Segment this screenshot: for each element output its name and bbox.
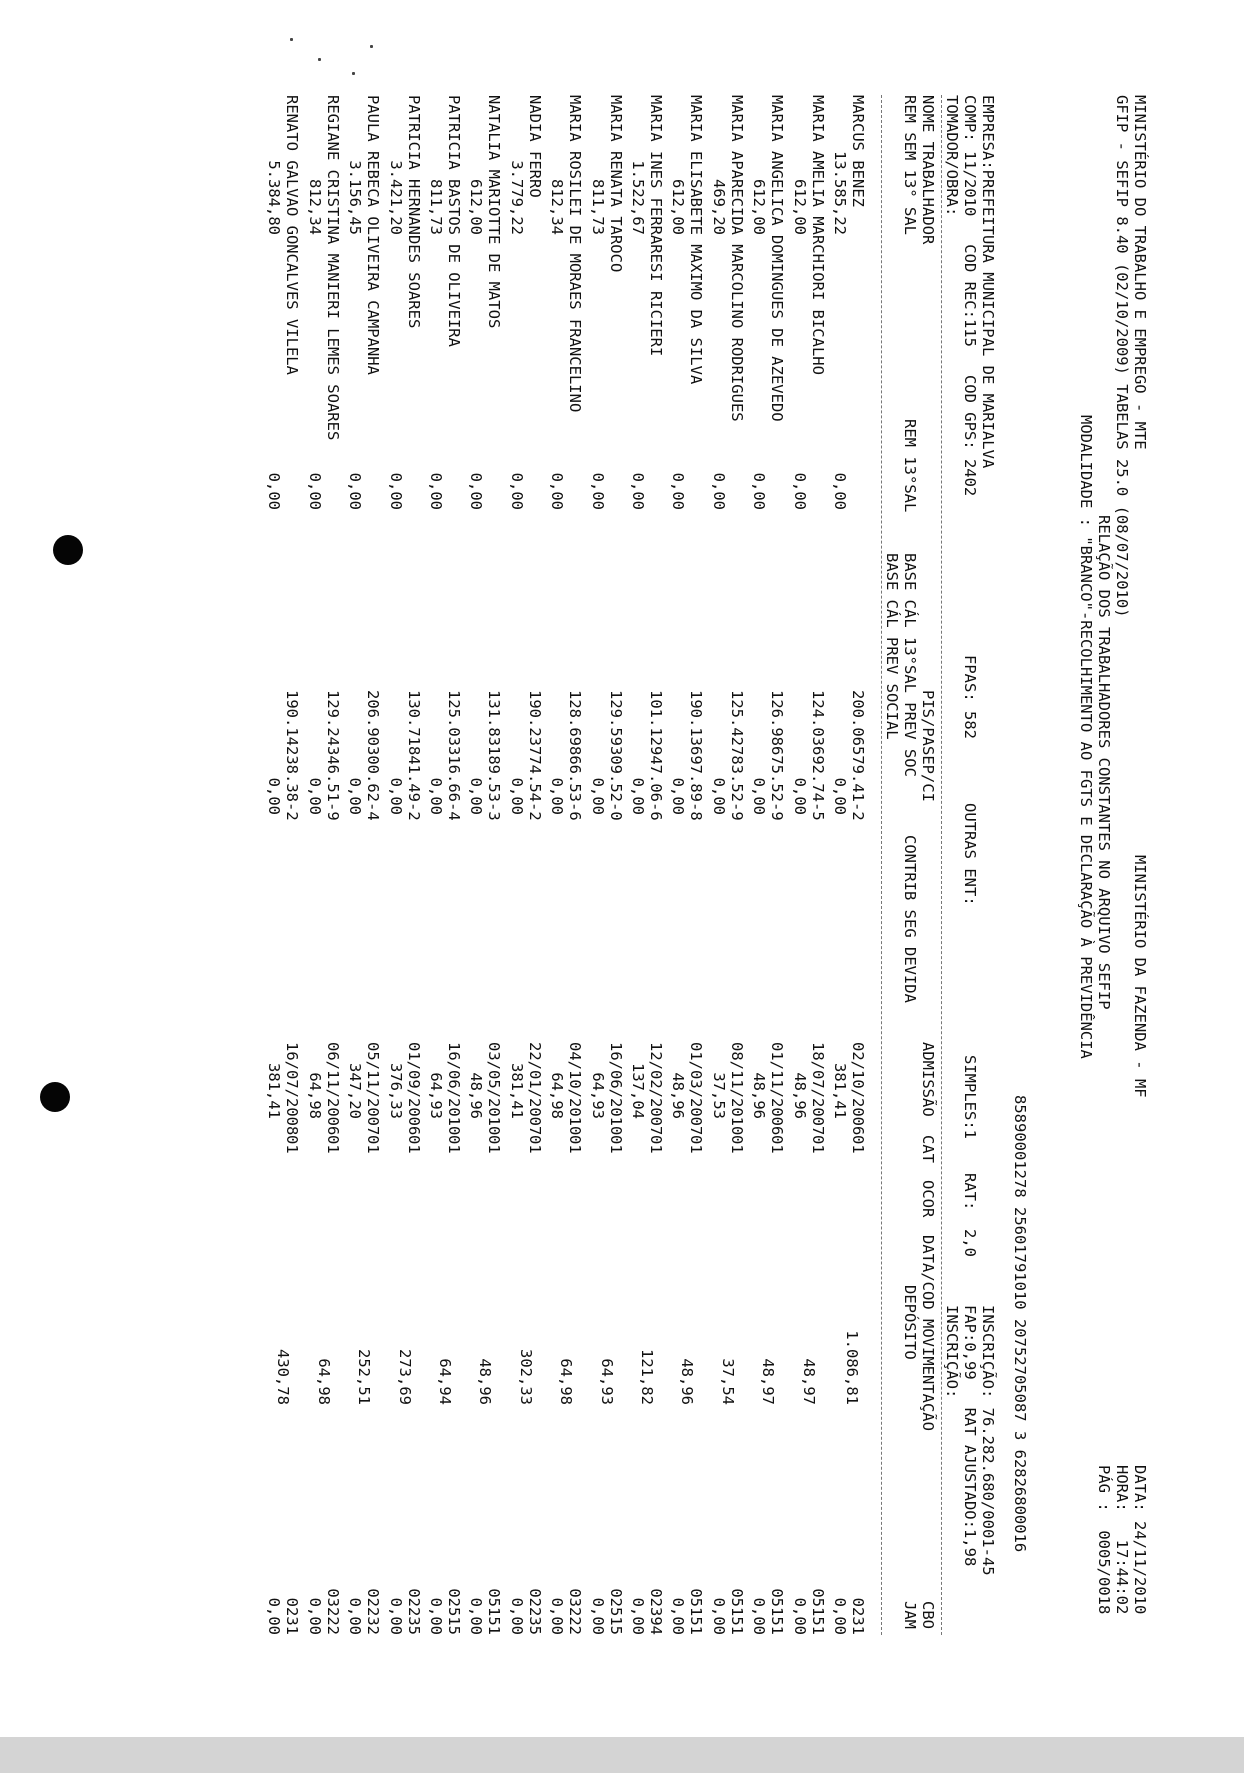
worker-rem13: 0,00	[265, 472, 284, 510]
worker-pis: 125.42783.52-9	[727, 690, 746, 821]
col-pis: PIS/PASEP/CI	[919, 690, 937, 802]
ministry-left: MINISTÉRIO DO TRABALHO E EMPREGO - MTE	[1131, 95, 1149, 450]
worker-contrib: 347,20	[346, 1063, 365, 1119]
worker-contrib: 381,41	[507, 1063, 526, 1119]
worker-deposito: 64,94	[436, 1358, 454, 1405]
worker-rem: 811,73	[427, 179, 445, 235]
worker-pis: 131.83189.53-3	[485, 690, 504, 821]
worker-admissao: 05/11/2007	[364, 1042, 383, 1136]
worker-rem13: 0,00	[588, 472, 607, 510]
worker-base13: 0,00	[346, 777, 365, 815]
worker-jam: 0,00	[750, 1597, 769, 1635]
worker-name: MARIA AMELIA MARCHIORI BICALHO	[808, 95, 827, 375]
worker-rem: 811,73	[588, 179, 607, 235]
worker-contrib: 381,41	[265, 1063, 284, 1119]
rat: RAT: 2,0	[961, 1173, 979, 1257]
worker-cbo: 05151	[768, 1588, 787, 1635]
worker-base13: 0,00	[588, 777, 607, 815]
worker-jam: 0,00	[427, 1597, 445, 1635]
worker-rem13: 0,00	[467, 472, 486, 510]
worker-admissao: 18/07/2007	[808, 1042, 827, 1136]
worker-cbo: 02515	[606, 1588, 625, 1635]
worker-contrib: 48,96	[750, 1072, 769, 1119]
worker-admissao: 16/06/2010	[606, 1042, 625, 1136]
worker-name: NADIA FERRO	[525, 95, 544, 198]
worker-name: PATRICIA HERNANDES SOARES	[404, 95, 423, 329]
worker-cbo: 05151	[485, 1588, 504, 1635]
worker-deposito: 64,93	[597, 1358, 616, 1405]
worker-pis: 190.13697.89-8	[687, 690, 706, 821]
worker-base13: 0,00	[548, 777, 567, 815]
worker-deposito: 64,98	[314, 1358, 333, 1405]
worker-cat: 01	[808, 1135, 827, 1154]
worker-deposito: 252,51	[355, 1349, 374, 1405]
worker-base13: 0,00	[831, 777, 849, 815]
worker-cat: 01	[727, 1135, 746, 1154]
worker-contrib: 64,93	[588, 1072, 607, 1119]
worker-jam: 0,00	[588, 1597, 607, 1635]
worker-admissao: 12/02/2007	[647, 1042, 665, 1136]
worker-deposito: 430,78	[274, 1349, 293, 1405]
worker-admissao: 01/11/2006	[768, 1042, 787, 1136]
worker-base13: 0,00	[750, 777, 769, 815]
worker-name: PATRICIA BASTOS DE OLIVEIRA	[445, 95, 463, 347]
worker-pis: 124.03692.74-5	[808, 690, 827, 821]
worker-rem13: 0,00	[709, 472, 728, 510]
worker-pis: 129.59309.52-0	[606, 690, 625, 821]
worker-cbo: 05151	[808, 1588, 827, 1635]
scan-background-strip	[0, 1737, 1244, 1773]
worker-cat: 01	[525, 1135, 544, 1154]
worker-jam: 0,00	[548, 1597, 567, 1635]
worker-rem13: 0,00	[427, 472, 445, 510]
col-deposito: DEPÓSITO	[901, 1285, 919, 1360]
worker-jam: 0,00	[467, 1597, 486, 1635]
worker-contrib: 64,98	[305, 1072, 324, 1119]
worker-pis: 190.14238.38-2	[283, 690, 302, 821]
worker-deposito: 121,82	[638, 1349, 656, 1405]
worker-admissao: 04/10/2010	[566, 1042, 585, 1136]
col-ocor: OCOR	[919, 1180, 937, 1218]
report-date: DATA: 24/11/2010	[1131, 1465, 1149, 1615]
worker-pis: 128.69866.53-6	[566, 690, 585, 821]
worker-rem13: 0,00	[629, 472, 647, 510]
worker-jam: 0,00	[346, 1597, 365, 1635]
modality: MODALIDADE : "BRANCO"-RECOLHIMENTO AO FGTS E DECLARAÇÃO À PREVIDÊNCIA	[1077, 415, 1095, 1059]
worker-admissao: 06/11/2006	[323, 1042, 342, 1136]
worker-name: MARIA ROSILEI DE MORAES FRANCELINO	[566, 95, 585, 413]
worker-base13: 0,00	[427, 777, 445, 815]
worker-deposito: 1.086,81	[843, 1330, 861, 1405]
worker-jam: 0,00	[709, 1597, 728, 1635]
worker-cat: 01	[364, 1135, 383, 1154]
worker-contrib: 376,33	[386, 1063, 405, 1119]
worker-cat: 01	[404, 1135, 423, 1154]
scan-speck	[370, 45, 373, 48]
company-inscricao: INSCRIÇÃO: 76.282.680/0001-45	[979, 1305, 997, 1576]
worker-base13: 0,00	[669, 777, 688, 815]
worker-name: MARIA ANGELICA DOMINGUES DE AZEVEDO	[768, 95, 787, 422]
col-jam: JAM	[901, 1601, 919, 1629]
worker-admissao: 01/09/2006	[404, 1042, 423, 1136]
worker-rem: 3.421,20	[386, 160, 405, 235]
fap-rat-ajustado: FAP:0,99 RAT AJUSTADO:1,98	[961, 1305, 979, 1567]
worker-cbo: 02235	[525, 1588, 544, 1635]
col-base-prev: BASE CÁL PREV SOCIAL	[883, 553, 901, 740]
worker-cbo: 0231	[283, 1597, 302, 1635]
col-contrib: CONTRIB SEG DEVIDA	[901, 835, 919, 1003]
worker-contrib: 64,98	[548, 1072, 567, 1119]
tomador-inscricao: INSCRIÇÃO:	[943, 1305, 961, 1399]
col-rem: REM SEM 13° SAL	[901, 95, 919, 235]
tomador-obra: TOMADOR/OBRA:	[943, 95, 961, 217]
worker-name: MARCUS BENEZ	[849, 95, 867, 207]
worker-pis: 125.03316.66-4	[445, 690, 463, 821]
worker-rem13: 0,00	[305, 472, 324, 510]
worker-base13: 0,00	[629, 777, 647, 815]
worker-name: MARIA APARECIDA MARCOLINO RODRIGUES	[727, 95, 746, 422]
worker-cbo: 02235	[404, 1588, 423, 1635]
worker-pis: 206.90300.62-4	[364, 690, 383, 821]
worker-rem: 5.384,80	[265, 160, 284, 235]
outras-entidades: OUTRAS ENT:	[961, 803, 979, 906]
worker-name: PAULA REBECA OLIVEIRA CAMPANHA	[364, 95, 383, 375]
worker-jam: 0,00	[790, 1597, 809, 1635]
worker-admissao: 08/11/2010	[727, 1042, 746, 1136]
worker-cat: 01	[768, 1135, 787, 1154]
worker-rem13: 0,00	[346, 472, 365, 510]
report-time: HORA: 17:44:02	[1113, 1465, 1131, 1615]
worker-rem13: 0,00	[750, 472, 769, 510]
worker-cat: 01	[606, 1135, 625, 1154]
worker-cat: 01	[485, 1135, 504, 1154]
worker-deposito: 48,96	[476, 1358, 495, 1405]
worker-jam: 0,00	[669, 1597, 688, 1635]
worker-cbo: 02394	[647, 1588, 665, 1635]
worker-rem13: 0,00	[669, 472, 688, 510]
worker-name: MARIA RENATA TAROCO	[606, 95, 625, 273]
worker-rem: 812,34	[305, 179, 324, 235]
page-number: PÁG : 0005/0018	[1095, 1465, 1113, 1615]
worker-rem13: 0,00	[386, 472, 405, 510]
worker-pis: 200.06579.41-2	[849, 690, 867, 821]
worker-jam: 0,00	[629, 1597, 647, 1635]
worker-base13: 0,00	[305, 777, 324, 815]
worker-name: RENATO GALVAO GONCALVES VILELA	[283, 95, 302, 375]
scan-speck	[318, 58, 321, 61]
worker-name: MARIA ELISABETE MAXIMO DA SILVA	[687, 95, 706, 385]
sefip-report-sheet	[190, 95, 1150, 1635]
worker-cbo: 02515	[445, 1588, 463, 1635]
fpas: FPAS: 582	[961, 655, 979, 739]
worker-jam: 0,00	[386, 1597, 405, 1635]
worker-rem: 612,00	[669, 179, 688, 235]
worker-admissao: 01/03/2007	[687, 1042, 706, 1136]
col-admissao: ADMISSÃO	[919, 1042, 937, 1117]
worker-deposito: 64,98	[557, 1358, 576, 1405]
worker-pis: 129.24346.51-9	[323, 690, 342, 821]
worker-contrib: 48,96	[467, 1072, 486, 1119]
worker-cat: 01	[647, 1135, 665, 1154]
worker-admissao: 16/07/2008	[283, 1042, 302, 1136]
worker-admissao: 22/01/2007	[525, 1042, 544, 1136]
col-cat: CAT	[919, 1135, 937, 1163]
worker-cbo: 03222	[323, 1588, 342, 1635]
worker-deposito: 37,54	[718, 1358, 737, 1405]
worker-cbo: 05151	[687, 1588, 706, 1635]
worker-jam: 0,00	[507, 1597, 526, 1635]
worker-contrib: 64,93	[427, 1072, 445, 1119]
worker-rem: 3.779,22	[507, 160, 526, 235]
col-nome: NOME TRABALHADOR	[919, 95, 937, 245]
worker-rem13: 0,00	[831, 472, 849, 510]
barcode-number: 85890001278 25601791010 20752705087 3 62826800016	[1011, 1095, 1029, 1553]
col-base13: BASE CÁL 13°SAL PREV SOC	[901, 553, 919, 777]
worker-contrib: 381,41	[831, 1063, 849, 1119]
worker-cbo: 02232	[364, 1588, 383, 1635]
worker-name: MARIA INES FERRARESI RICIERI	[647, 95, 665, 357]
worker-base13: 0,00	[790, 777, 809, 815]
worker-contrib: 137,04	[629, 1063, 647, 1119]
worker-deposito: 302,33	[516, 1349, 535, 1405]
worker-pis: 126.98675.52-9	[768, 690, 787, 821]
worker-rem: 469,20	[709, 179, 728, 235]
worker-deposito: 48,96	[678, 1358, 697, 1405]
worker-rem: 612,00	[750, 179, 769, 235]
worker-cat: 01	[323, 1135, 342, 1154]
worker-base13: 0,00	[265, 777, 284, 815]
worker-admissao: 02/10/2006	[849, 1042, 867, 1136]
punch-hole	[53, 535, 83, 565]
system-version: GFIP - SEFIP 8.40 (02/10/2009) TABELAS 25.0 (08/07/2010)	[1113, 95, 1131, 618]
simples: SIMPLES:1	[961, 1055, 979, 1139]
separator	[881, 95, 882, 1635]
worker-name: REGIANE CRISTINA MANIERI LEMES SOARES	[323, 95, 342, 441]
worker-name: NATALIA MARIOTTE DE MATOS	[485, 95, 504, 329]
worker-deposito: 273,69	[395, 1349, 414, 1405]
worker-jam: 0,00	[305, 1597, 324, 1635]
col-rem13: REM 13°SAL	[901, 419, 919, 513]
worker-rem13: 0,00	[507, 472, 526, 510]
worker-rem13: 0,00	[548, 472, 567, 510]
worker-rem13: 0,00	[790, 472, 809, 510]
worker-cat: 01	[445, 1135, 463, 1154]
worker-rem: 812,34	[548, 179, 567, 235]
worker-admissao: 16/06/2010	[445, 1042, 463, 1136]
worker-cbo: 0231	[849, 1597, 867, 1635]
col-cbo: CBO	[919, 1601, 937, 1629]
punch-hole	[40, 1082, 70, 1112]
worker-contrib: 48,96	[790, 1072, 809, 1119]
worker-rem: 1.522,67	[629, 160, 647, 235]
worker-cat: 01	[283, 1135, 302, 1154]
worker-cat: 01	[687, 1135, 706, 1154]
worker-base13: 0,00	[709, 777, 728, 815]
worker-jam: 0,00	[265, 1597, 284, 1635]
worker-jam: 0,00	[831, 1597, 849, 1635]
worker-base13: 0,00	[386, 777, 405, 815]
worker-contrib: 37,53	[709, 1072, 728, 1119]
worker-cbo: 05151	[727, 1588, 746, 1635]
worker-contrib: 48,96	[669, 1072, 688, 1119]
worker-pis: 190.23774.54-2	[525, 690, 544, 821]
worker-admissao: 03/05/2010	[485, 1042, 504, 1136]
col-movimentacao: DATA/COD MOVIMENTAÇÃO	[919, 1235, 937, 1431]
scan-speck	[290, 38, 293, 41]
worker-pis: 101.12947.06-6	[647, 690, 665, 821]
report-title: RELAÇÃO DOS TRABALHADORES CONSTANTES NO ARQUIVO SEFIP	[1095, 515, 1113, 1010]
worker-rem: 612,00	[467, 179, 486, 235]
company-name: EMPRESA:PREFEITURA MUNICIPAL DE MARIALVA	[979, 95, 997, 469]
worker-rem: 3.156,45	[346, 160, 365, 235]
worker-rem: 612,00	[790, 179, 809, 235]
ministry-right: MINISTÉRIO DA FAZENDA - MF	[1131, 855, 1149, 1098]
worker-base13: 0,00	[467, 777, 486, 815]
worker-rem: 13.585,22	[831, 151, 849, 235]
worker-deposito: 48,97	[759, 1358, 778, 1405]
scan-speck	[352, 72, 355, 75]
worker-pis: 130.71841.49-2	[404, 690, 423, 821]
competence: COMP: 11/2010 COD REC:115 COD GPS: 2402	[961, 95, 979, 497]
separator	[941, 95, 942, 1635]
worker-cat: 01	[566, 1135, 585, 1154]
worker-base13: 0,00	[507, 777, 526, 815]
worker-cbo: 03222	[566, 1588, 585, 1635]
worker-cat: 01	[849, 1135, 867, 1154]
worker-deposito: 48,97	[799, 1358, 818, 1405]
